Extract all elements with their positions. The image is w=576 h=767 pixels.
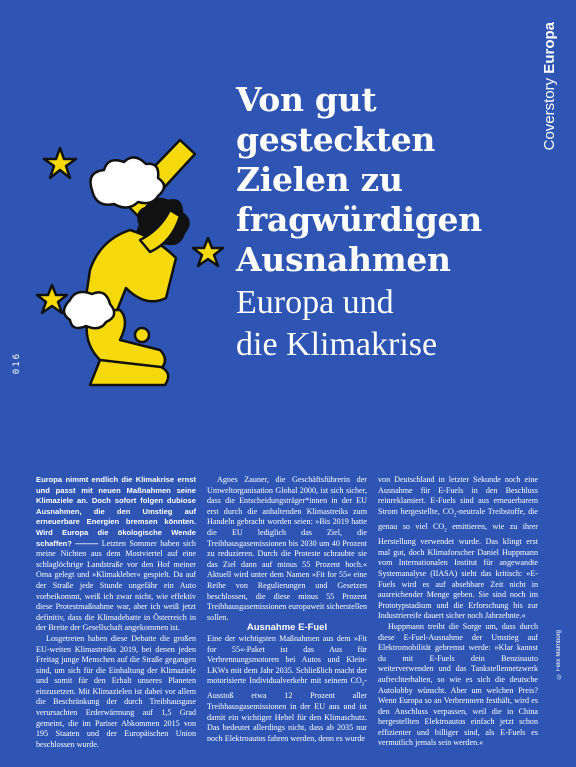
section-name: Europa — [541, 22, 558, 74]
paragraph: Letzten Sommer haben sich meine Nichten aus dem Mostviertel auf eine schlaglöchrige Landstraße vor den Hof meiner Oma gelegt und »Klimakleber« gespielt. Da auf der Straße jede Stunde ungefähr ein Auto vorbeikommt, weiß ich zwar nicht, wie effektiv diese Protestmaßnahme war, aber ich weiß jetzt definitiv, dass die Klimadebatte in Österreich in der Breite der Gesellschaft angekommen ist. — [36, 538, 196, 633]
article-body — [36, 475, 548, 760]
headline-line: fragwürdigen — [236, 200, 482, 239]
figure-illustration — [30, 130, 235, 395]
section-label — [541, 22, 558, 150]
paragraph: Huppmann treibt die Sorge um, dass durch diese E-Fuel-Ausnahme der Umstieg auf Elektromobilität gebremst werde: »Klar kannst du mit E-Fuels dein Benzinauto weiterverwenden und das Tankstellennetzwerk aufrechterhalten, so wie es sich die deutsche Autolobby wünscht. Aber um welchen Preis? Wenn Europa so an Verbrennern festhält, wird es den Anschluss verpassen, weil die in China hergestellten Elektroautos einfach jetzt schon effizienter und billiger sind, als E-Fuels es vermutlich jemals sein werden.« — [378, 621, 538, 748]
headline-line: Zielen zu — [236, 160, 403, 199]
photo-credit: © Felix Malmborg — [556, 630, 562, 679]
column-2 — [207, 475, 367, 744]
star-icon — [44, 148, 76, 178]
paragraph: von Deutschland in letzter Sekunde noch eine Ausnahme für E-Fuels in den Beschluss reinreklamiert. E-Fuels sind aus erneuerbarem Strom hergestellte, $CO_2$-neutrale Treibstoffe, die genau so viel $CO_2$ emittieren, wie zu ihrer Herstellung verwendet wurde. Das klingt erst mal gut, doch Klimaforscher Daniel Huppmann vom Internationalen Institut für angewandte Systemanalyse (IIASA) sieht das kritisch: »E-Fuels wird es auf absehbare Zeit nicht in ausreichender Menge geben. Sie sind noch im Prototypstadium und die Erforschung bis zur Industriereife dauert sicher noch Jahrzehnte.« — [378, 475, 539, 621]
headline-line: gesteckten — [236, 120, 436, 159]
headline-line: Von gut — [236, 80, 377, 119]
column-3 — [378, 475, 538, 749]
article-lead: Europa nimmt endlich die Klimakrise ernst und passt mit neuen Maßnahmen seine Klimaziele an. Doch sofort folgen dubiose Ausnahmen, die den Umstieg auf erneuerbare Energien bremsen könnten. Wird Europa die ökologische Wende schaffen? ——— Letzten Sommer haben sich meine Nichten aus dem Mostviertel auf eine schlaglöchrige Landstraße vor den Hof meiner Oma gelegt und »Klimakleber« gespielt. Da auf der Straße jede Stunde ungefähr ein Auto vorbeikommt, weiß ich zwar nicht, wie effektiv diese Protestmaßnahme war, aber ich weiß jetzt definitiv, dass die Klimadebatte in Österreich in der Breite der Gesellschaft angekommen ist. — [36, 475, 196, 633]
paragraph: Losgetreten haben diese Debatte die großen EU-weiten Klimastreiks 2019, bei denen jeden Freitag junge Menschen auf die Straße gegangen sind, um sich für die Einhaltung der Klimaziele und somit für den Erhalt unseres Planeten einzusetzen. Mit Klimazielen ist dabei vor allem die Beschränkung der durch Treibhausgase verursachten Erderwärmung auf 1,5 Grad gemeint, die im Pariser Abkommen 2015 von 195 Staaten und der Europäischen Union beschlossen wurde. — [36, 633, 196, 749]
coverstory-label: Coverstory — [541, 77, 558, 151]
paragraph: Eine der wichtigsten Maßnahmen aus dem »Fit for 55«-Paket ist das Aus für Verbrennungsmotoren bei Autos und Klein-LKWs mit dem Jahr 2035. Schließlich macht der motorisierte Individualverkehr mit seinem $CO_2$-Ausstoß etwa 12 Prozent aller Treibhausgasemissionen in der EU aus und ist damit ein wichtiger Hebel für den Klimaschutz. Das bedeutet allerdings nicht, dass ab 2035 nur noch Elektroautos fahren werden, denn es wurde — [207, 633, 367, 743]
paragraph: Agnes Zauner, die Geschäftsführerin der Umweltorganisation Global 2000, ist sich sicher, dass die Entscheidungsträger*innen in der EU erst durch die anhaltenden Klimastreiks zum Handeln gebracht worden seien: »Bis 2019 hatte die EU lediglich das Ziel, die Treibhausgasemissionen bis 2030 um 40 Prozent zu reduzieren. Durch die Proteste schraubte sie das Ziel dann auf minus 55 Prozent hoch.« Aktuell wird unter dem Namen »Fit for 55« eine Reihe von Regulierungen und Gesetzen beschlossen, die diese minus 55 Prozent Treibhausgasemissionen europaweit sicherstellen sollen. — [207, 475, 367, 622]
section-heading: Ausnahme E-Fuel — [246, 622, 328, 634]
star-icon — [193, 238, 223, 266]
headline-line: Ausnahmen — [236, 240, 451, 279]
subheadline-line: die Klimakrise — [236, 326, 438, 363]
column-1 — [36, 475, 196, 750]
star-icon — [37, 285, 67, 313]
headline — [236, 80, 536, 364]
subheadline-line: Europa und — [236, 284, 394, 321]
page-number: 016 — [12, 352, 22, 375]
